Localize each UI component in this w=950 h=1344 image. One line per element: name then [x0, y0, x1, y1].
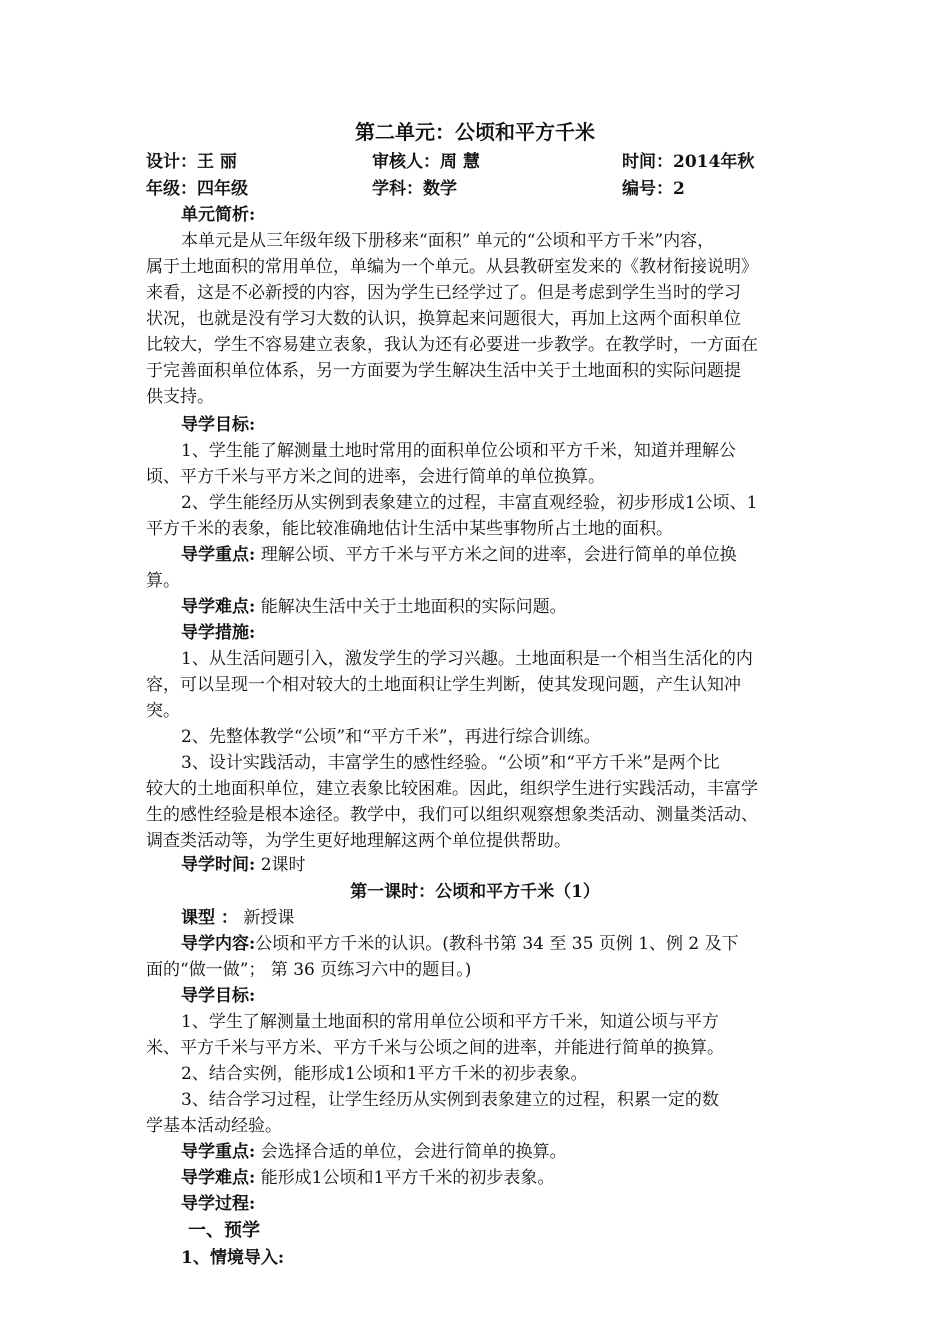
key-point-2-text: 会选择合适的单位，会进行简单的换算。 [260, 1142, 567, 1162]
goals-line: 2、学生能经历从实例到表象建立的过程，丰富直观经验，初步形成1公顷、1 [181, 493, 758, 513]
measures-line: 生的感性经验是根本途径。教学中，我们可以组织观察想象类活动、测量类活动、 [146, 805, 758, 825]
measures-line: 调查类活动等，为学生更好地理解这两个单位提供帮助。 [146, 831, 571, 851]
goals2-line: 3、结合学习过程，让学生经历从实例到表象建立的过程，积累一定的数 [181, 1090, 719, 1110]
unit-intro-line: 于完善面积单位体系，另一方面要为学生解决生活中关于土地面积的实际问题提 [146, 361, 741, 381]
lesson-type [181, 906, 811, 932]
goals-heading: 导学目标: [181, 415, 256, 435]
unit-intro-heading: 单元简析: [181, 205, 256, 225]
difficulty-2-text: 能形成1公顷和1平方千米的初步表象。 [260, 1168, 555, 1188]
section-scenario: 1、情境导入: [181, 1248, 285, 1268]
study-time [181, 853, 811, 879]
measures-line: 3、设计实践活动，丰富学生的感性经验。“公顷”和“平方千米”是两个比 [181, 753, 720, 773]
section-preview: 一、预学 [188, 1220, 260, 1241]
measures-line: 2、先整体教学“公顷”和“平方千米”，再进行综合训练。 [181, 727, 601, 747]
difficulty-2-label: 导学难点: [181, 1168, 256, 1188]
key-point-label: 导学重点: [181, 545, 256, 565]
lesson-content-cont: 面的“做一做”； 第 36 页练习六中的题目。) [146, 960, 472, 980]
goals2-line: 米、平方千米与平方米、平方千米与公顷之间的进率，并能进行简单的换算。 [146, 1038, 724, 1058]
lesson-type-label: 课型 ： [181, 908, 238, 928]
goals-line: 平方千米的表象，能比较准确地估计生活中某些事物所占土地的面积。 [146, 519, 673, 539]
lesson-content-label: 导学内容: [181, 934, 256, 954]
meta-number: 编号：2 [622, 179, 685, 199]
meta-subject: 学科：数学 [372, 179, 457, 199]
meta-grade: 年级：四年级 [146, 179, 248, 199]
goals2-line: 2、结合实例，能形成1公顷和1平方千米的初步表象。 [181, 1064, 588, 1084]
measures-line: 1、从生活问题引入，激发学生的学习兴趣。土地面积是一个相当生活化的内 [181, 649, 753, 669]
unit-intro-line: 属于土地面积的常用单位，单编为一个单元。从县教研室发来的《教材衔接说明》 [146, 257, 758, 277]
lesson-content [181, 932, 811, 958]
process-heading: 导学过程: [181, 1194, 256, 1214]
measures-line: 较大的土地面积单位，建立表象比较困难。因此，组织学生进行实践活动，丰富学 [146, 779, 758, 799]
difficulty [181, 595, 811, 621]
key-point-cont: 算。 [146, 571, 180, 591]
difficulty-2 [181, 1166, 811, 1192]
unit-intro-line: 状况，也就是没有学习大数的认识，换算起来问题很大，再加上这两个面积单位 [146, 309, 741, 329]
lesson-title: 第一课时：公顷和平方千米（1） [350, 882, 600, 902]
goals2-line: 学基本活动经验。 [146, 1116, 282, 1136]
meta-reviewer: 审核人：周 慧 [372, 152, 480, 172]
goals2-line: 1、学生了解测量土地面积的常用单位公顷和平方千米，知道公顷与平方 [181, 1012, 719, 1032]
key-point-text: 理解公顷、平方千米与平方米之间的进率，会进行简单的单位换 [260, 545, 737, 565]
measures-line: 突。 [146, 701, 180, 721]
measures-line: 容，可以呈现一个相对较大的土地面积让学生判断，使其发现问题，产生认知冲 [146, 675, 741, 695]
unit-intro-line: 供支持。 [146, 387, 214, 407]
unit-intro-line: 本单元是从三年级年级下册移来“面积” 单元的“公顷和平方千米”内容， [181, 231, 715, 251]
difficulty-text: 能解决生活中关于土地面积的实际问题。 [260, 597, 567, 617]
key-point [181, 543, 811, 569]
unit-intro-line: 比较大，学生不容易建立表象，我认为还有必要进一步教学。在教学时，一方面在 [146, 335, 758, 355]
key-point-2 [181, 1140, 811, 1166]
meta-time: 时间：2014年秋 [622, 152, 755, 172]
unit-intro-line: 来看，这是不必新授的内容，因为学生已经学过了。但是考虑到学生当时的学习 [146, 283, 741, 303]
key-point-2-label: 导学重点: [181, 1142, 256, 1162]
document-title: 第二单元：公顷和平方千米 [355, 120, 595, 144]
lesson-content-text: 公顷和平方千米的认识。(教科书第 34 至 35 页例 1、例 2 及下 [255, 934, 739, 954]
goals2-heading: 导学目标: [181, 986, 256, 1006]
lesson-type-text: 新授课 [243, 908, 295, 928]
study-time-label: 导学时间: [181, 855, 256, 875]
study-time-text: 2课时 [260, 855, 306, 875]
goals-line: 顷、平方千米与平方米之间的进率，会进行简单的单位换算。 [146, 467, 605, 487]
measures-heading: 导学措施: [181, 623, 256, 643]
meta-designer: 设计：王 丽 [146, 152, 237, 172]
difficulty-label: 导学难点: [181, 597, 256, 617]
goals-line: 1、学生能了解测量土地时常用的面积单位公顷和平方千米，知道并理解公 [181, 441, 736, 461]
